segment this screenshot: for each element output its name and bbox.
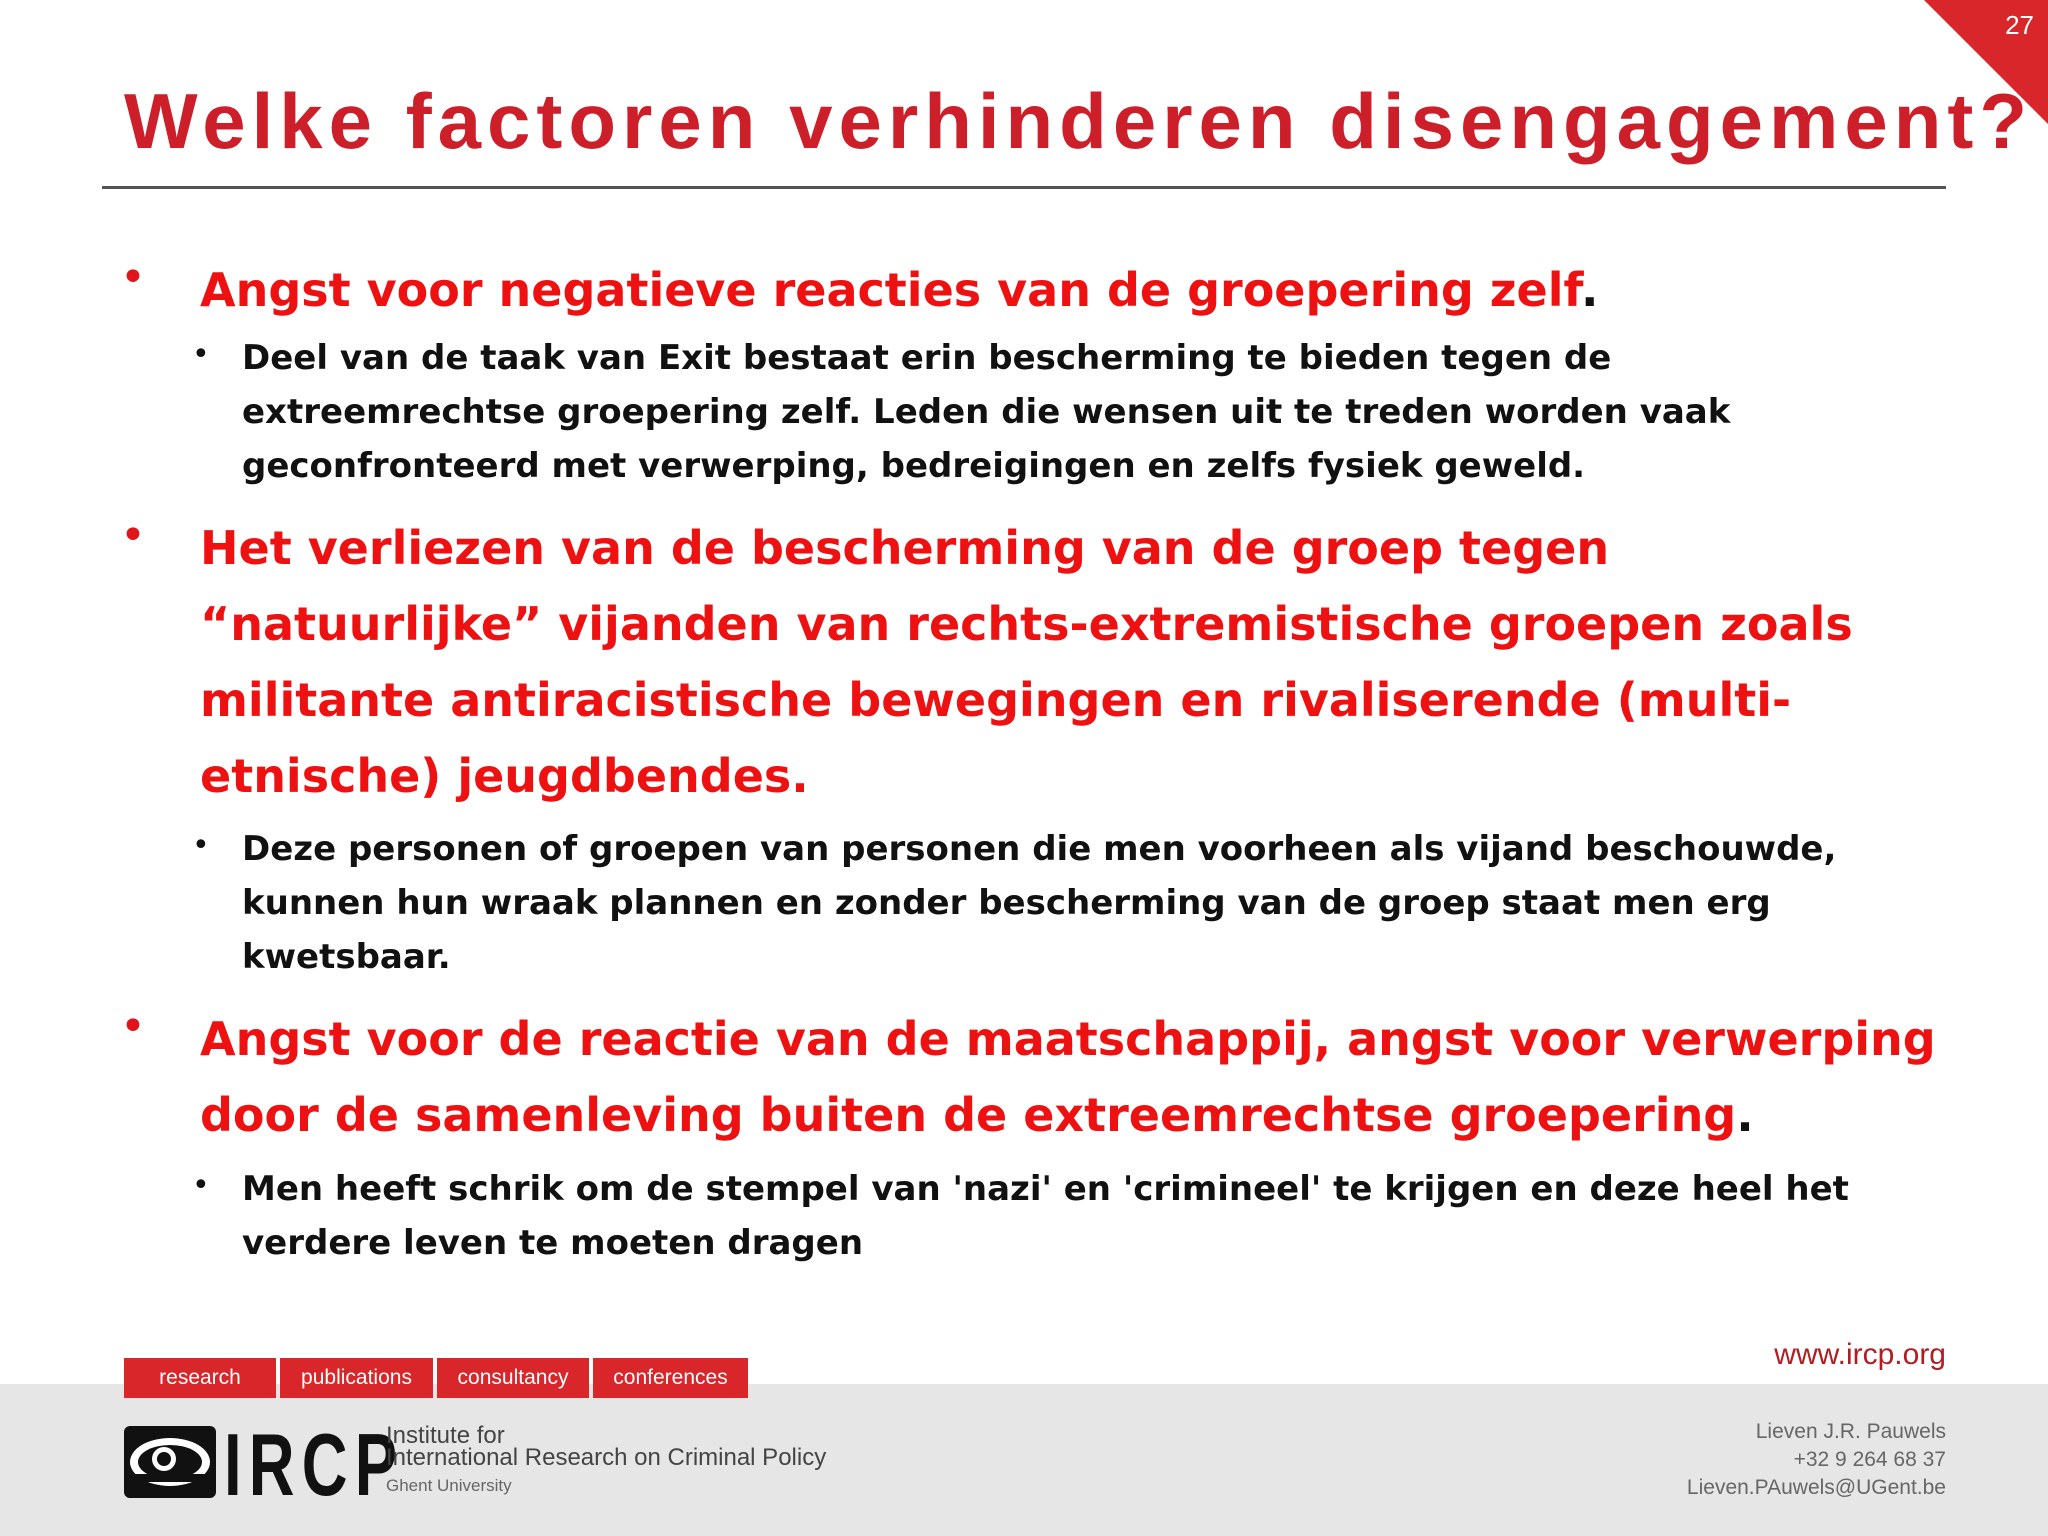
contact-block — [1687, 1418, 1946, 1502]
contact-name: Lieven J.R. Pauwels — [1755, 1420, 1946, 1443]
footer-tab-publications[interactable]: publications — [280, 1358, 433, 1398]
footer-nav — [124, 1358, 752, 1398]
bullet-marker: • — [120, 252, 146, 303]
main-bullet-2-text: Het verliezen van de bescherming van de groep tegen “natuurlijke” vijanden van rechts-extremistische groepen zoals militante antiracistische bewegingen en rivaliserende (multi-etnische) jeugdbendes. — [200, 521, 1853, 803]
slide-number: 27 — [2005, 10, 2034, 40]
title-divider — [102, 186, 1946, 189]
bullet-marker: • — [120, 510, 146, 561]
contact-phone: +32 9 264 68 37 — [1793, 1448, 1946, 1471]
main-bullet-1-text: Angst voor negatieve reacties van de groepering zelf — [200, 263, 1582, 317]
main-bullet-3-end: . — [1736, 1088, 1754, 1142]
sub-bullet-3-text: Men heeft schrik om de stempel van 'nazi' en 'crimineel' te krijgen en deze heel het verdere leven te moeten dragen — [242, 1169, 1849, 1263]
slide-title: Welke factoren verhinderen disengagement? — [124, 77, 2034, 165]
main-bullet-text — [200, 510, 1880, 814]
contact-email[interactable]: Lieven.PAuwels@UGent.be — [1686, 1476, 1946, 1499]
website-link[interactable]: www.ircp.org — [1774, 1338, 1946, 1371]
logo-line-2: International Research on Criminal Policy — [386, 1444, 827, 1471]
footer-tab-consultancy[interactable]: consultancy — [437, 1358, 589, 1398]
logo-line-3: Ghent University — [386, 1476, 512, 1495]
bullet-marker: • — [120, 1001, 146, 1052]
sub-bullet-2-text: Deze personen of groepen van personen die men voorheen als vijand beschouwde, kunnen hun wraak plannen en zonder bescherming van de groep staat men erg kwetsbaar. — [242, 829, 1837, 977]
footer-tab-research[interactable]: research — [124, 1358, 276, 1398]
sub-bullet-1-text: Deel van de taak van Exit bestaat erin bescherming te bieden tegen de extreemrechtse groepering zelf. Leden die wensen uit te treden worden vaak geconfronteerd met verwerping, bedreigingen en zelfs fysiek geweld. — [242, 338, 1731, 486]
main-bullet-text — [200, 252, 1940, 328]
logo-wordmark: IRCP — [224, 1415, 405, 1514]
main-bullet-1-end: . — [1581, 263, 1599, 317]
sub-bullet-marker: • — [192, 828, 210, 863]
sub-bullet-marker: • — [192, 337, 210, 372]
logo-line-1: Institute for — [386, 1422, 505, 1449]
main-bullet-3-text: Angst voor de reactie van de maatschappij, angst voor verwerping door de samenleving buiten de extreemrechtse groepering — [200, 1012, 1936, 1142]
footer-tab-conferences[interactable]: conferences — [593, 1358, 748, 1398]
sub-bullet-marker: • — [192, 1168, 210, 1203]
main-bullet-text — [200, 1001, 1940, 1153]
ircp-eye-logo-icon — [124, 1426, 216, 1498]
